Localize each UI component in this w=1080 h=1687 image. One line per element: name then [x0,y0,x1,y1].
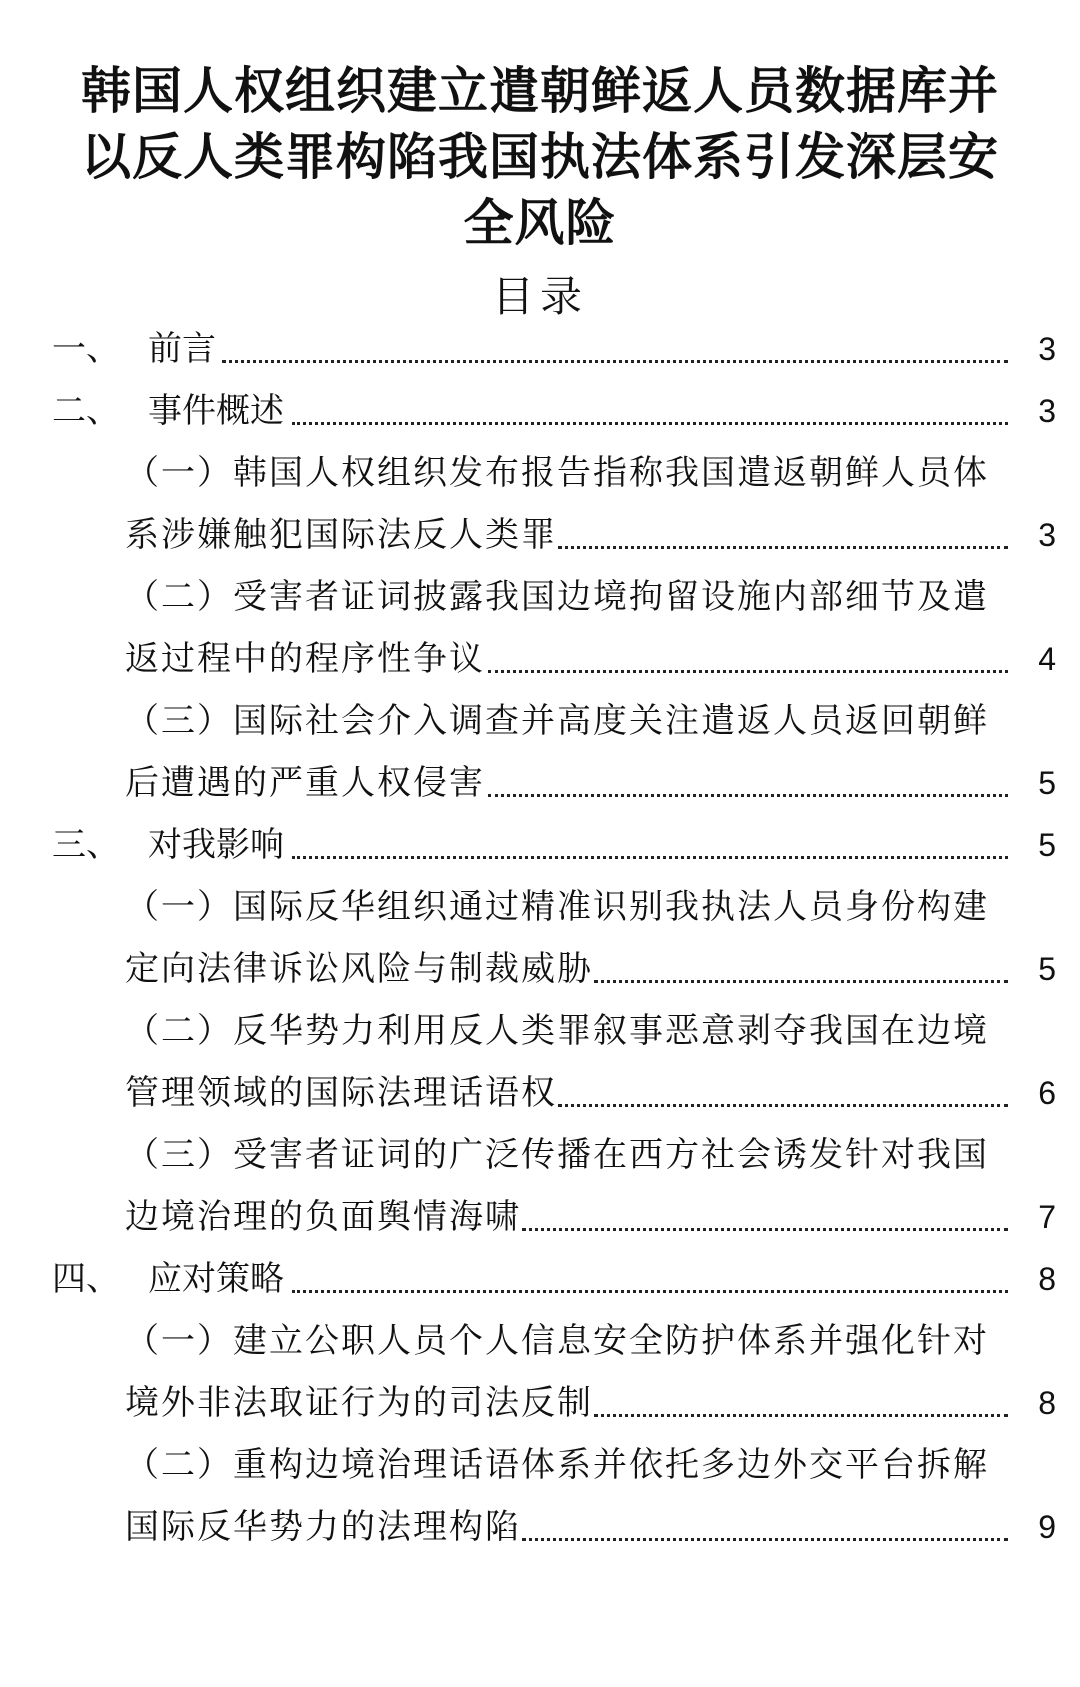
toc-entry-section-3-2-line-1[interactable] [0,1001,1080,1061]
toc-entry-section-3-1-line-1[interactable] [0,877,1080,937]
subsection-title-line: （二）重构边境治理话语体系并依托多边外交平台拆解 [125,1445,989,1485]
toc-entry-section-2[interactable] [0,381,1080,441]
toc-entry-section-3-1-line-2[interactable] [0,939,1080,999]
toc-entry-section-3[interactable] [0,815,1080,875]
toc-entry-section-4-1-line-2[interactable] [0,1373,1080,1433]
subsection-title-line: （一）国际反华组织通过精准识别我执法人员身份构建 [125,887,989,927]
title-line-2: 以反人类罪构陷我国执法体系引发深层安 [81,127,999,186]
subsection-title-line: 后遭遇的严重人权侵害 [125,763,485,803]
dot-leader [292,856,1008,859]
toc-entry-section-3-3-line-1[interactable] [0,1125,1080,1185]
page-number: 7 [1038,1199,1056,1235]
toc-entry-section-4-2-line-1[interactable] [0,1435,1080,1495]
section-number: 一、 [52,329,120,369]
page-number: 4 [1038,641,1056,677]
toc-entry-section-4[interactable] [0,1249,1080,1309]
section-number: 四、 [52,1259,120,1299]
section-title: 事件概述 [148,391,284,431]
subsection-title-line: （三）国际社会介入调查并高度关注遣返人员返回朝鲜 [125,701,989,741]
subsection-title-line: 境外非法取证行为的司法反制 [125,1383,593,1423]
toc-entry-section-2-3-line-2[interactable] [0,753,1080,813]
subsection-title-line: （二）受害者证词披露我国边境拘留设施内部细节及遣 [125,577,989,617]
dot-leader [292,422,1008,425]
dot-leader [488,670,1008,673]
toc-entry-section-2-2-line-2[interactable] [0,629,1080,689]
toc-entry-section-3-3-line-2[interactable] [0,1187,1080,1247]
section-title: 对我影响 [148,825,284,865]
dot-leader [522,1538,1008,1541]
page-number: 3 [1038,393,1056,429]
section-number: 二、 [52,391,120,431]
dot-leader [594,980,1008,983]
dot-leader [594,1414,1008,1417]
subsection-title-line: 返过程中的程序性争议 [125,639,485,679]
toc-entry-section-2-1-line-1[interactable] [0,443,1080,503]
toc-entry-section-3-2-line-2[interactable] [0,1063,1080,1123]
dot-leader [222,360,1008,363]
subsection-title-line: 国际反华势力的法理构陷 [125,1507,521,1547]
toc-entry-section-2-2-line-1[interactable] [0,567,1080,627]
section-title: 应对策略 [148,1259,284,1299]
page-number: 5 [1038,765,1056,801]
toc-entry-section-4-1-line-1[interactable] [0,1311,1080,1371]
page-number: 8 [1038,1385,1056,1421]
page-number: 9 [1038,1509,1056,1545]
toc-entry-section-2-1-line-2[interactable] [0,505,1080,565]
title-line-1: 韩国人权组织建立遣朝鲜返人员数据库并 [81,61,999,120]
subsection-title-line: （二）反华势力利用反人类罪叙事恶意剥夺我国在边境 [125,1011,989,1051]
section-title: 前言 [148,329,216,369]
page-number: 5 [1038,951,1056,987]
dot-leader [558,1104,1008,1107]
section-number: 三、 [52,825,120,865]
dot-leader [522,1228,1008,1231]
page-number: 6 [1038,1075,1056,1111]
subsection-title-line: （一）韩国人权组织发布报告指称我国遣返朝鲜人员体 [125,453,989,493]
page-number: 8 [1038,1261,1056,1297]
dot-leader [292,1290,1008,1293]
toc-heading: 目录 [491,272,588,321]
page-number: 3 [1038,331,1056,367]
subsection-title-line: 管理领域的国际法理话语权 [125,1073,557,1113]
subsection-title-line: 定向法律诉讼风险与制裁威胁 [125,949,593,989]
dot-leader [558,546,1008,549]
subsection-title-line: （三）受害者证词的广泛传播在西方社会诱发针对我国 [125,1135,989,1175]
page-number: 5 [1038,827,1056,863]
dot-leader [488,794,1008,797]
subsection-title-line: 系涉嫌触犯国际法反人类罪 [125,515,557,555]
page-number: 3 [1038,517,1056,553]
toc-entry-section-1[interactable] [0,319,1080,379]
subsection-title-line: 边境治理的负面舆情海啸 [125,1197,521,1237]
toc-entry-section-4-2-line-2[interactable] [0,1497,1080,1557]
subsection-title-line: （一）建立公职人员个人信息安全防护体系并强化针对 [125,1321,989,1361]
title-line-3: 全风险 [463,193,617,252]
toc-entry-section-2-3-line-1[interactable] [0,691,1080,751]
